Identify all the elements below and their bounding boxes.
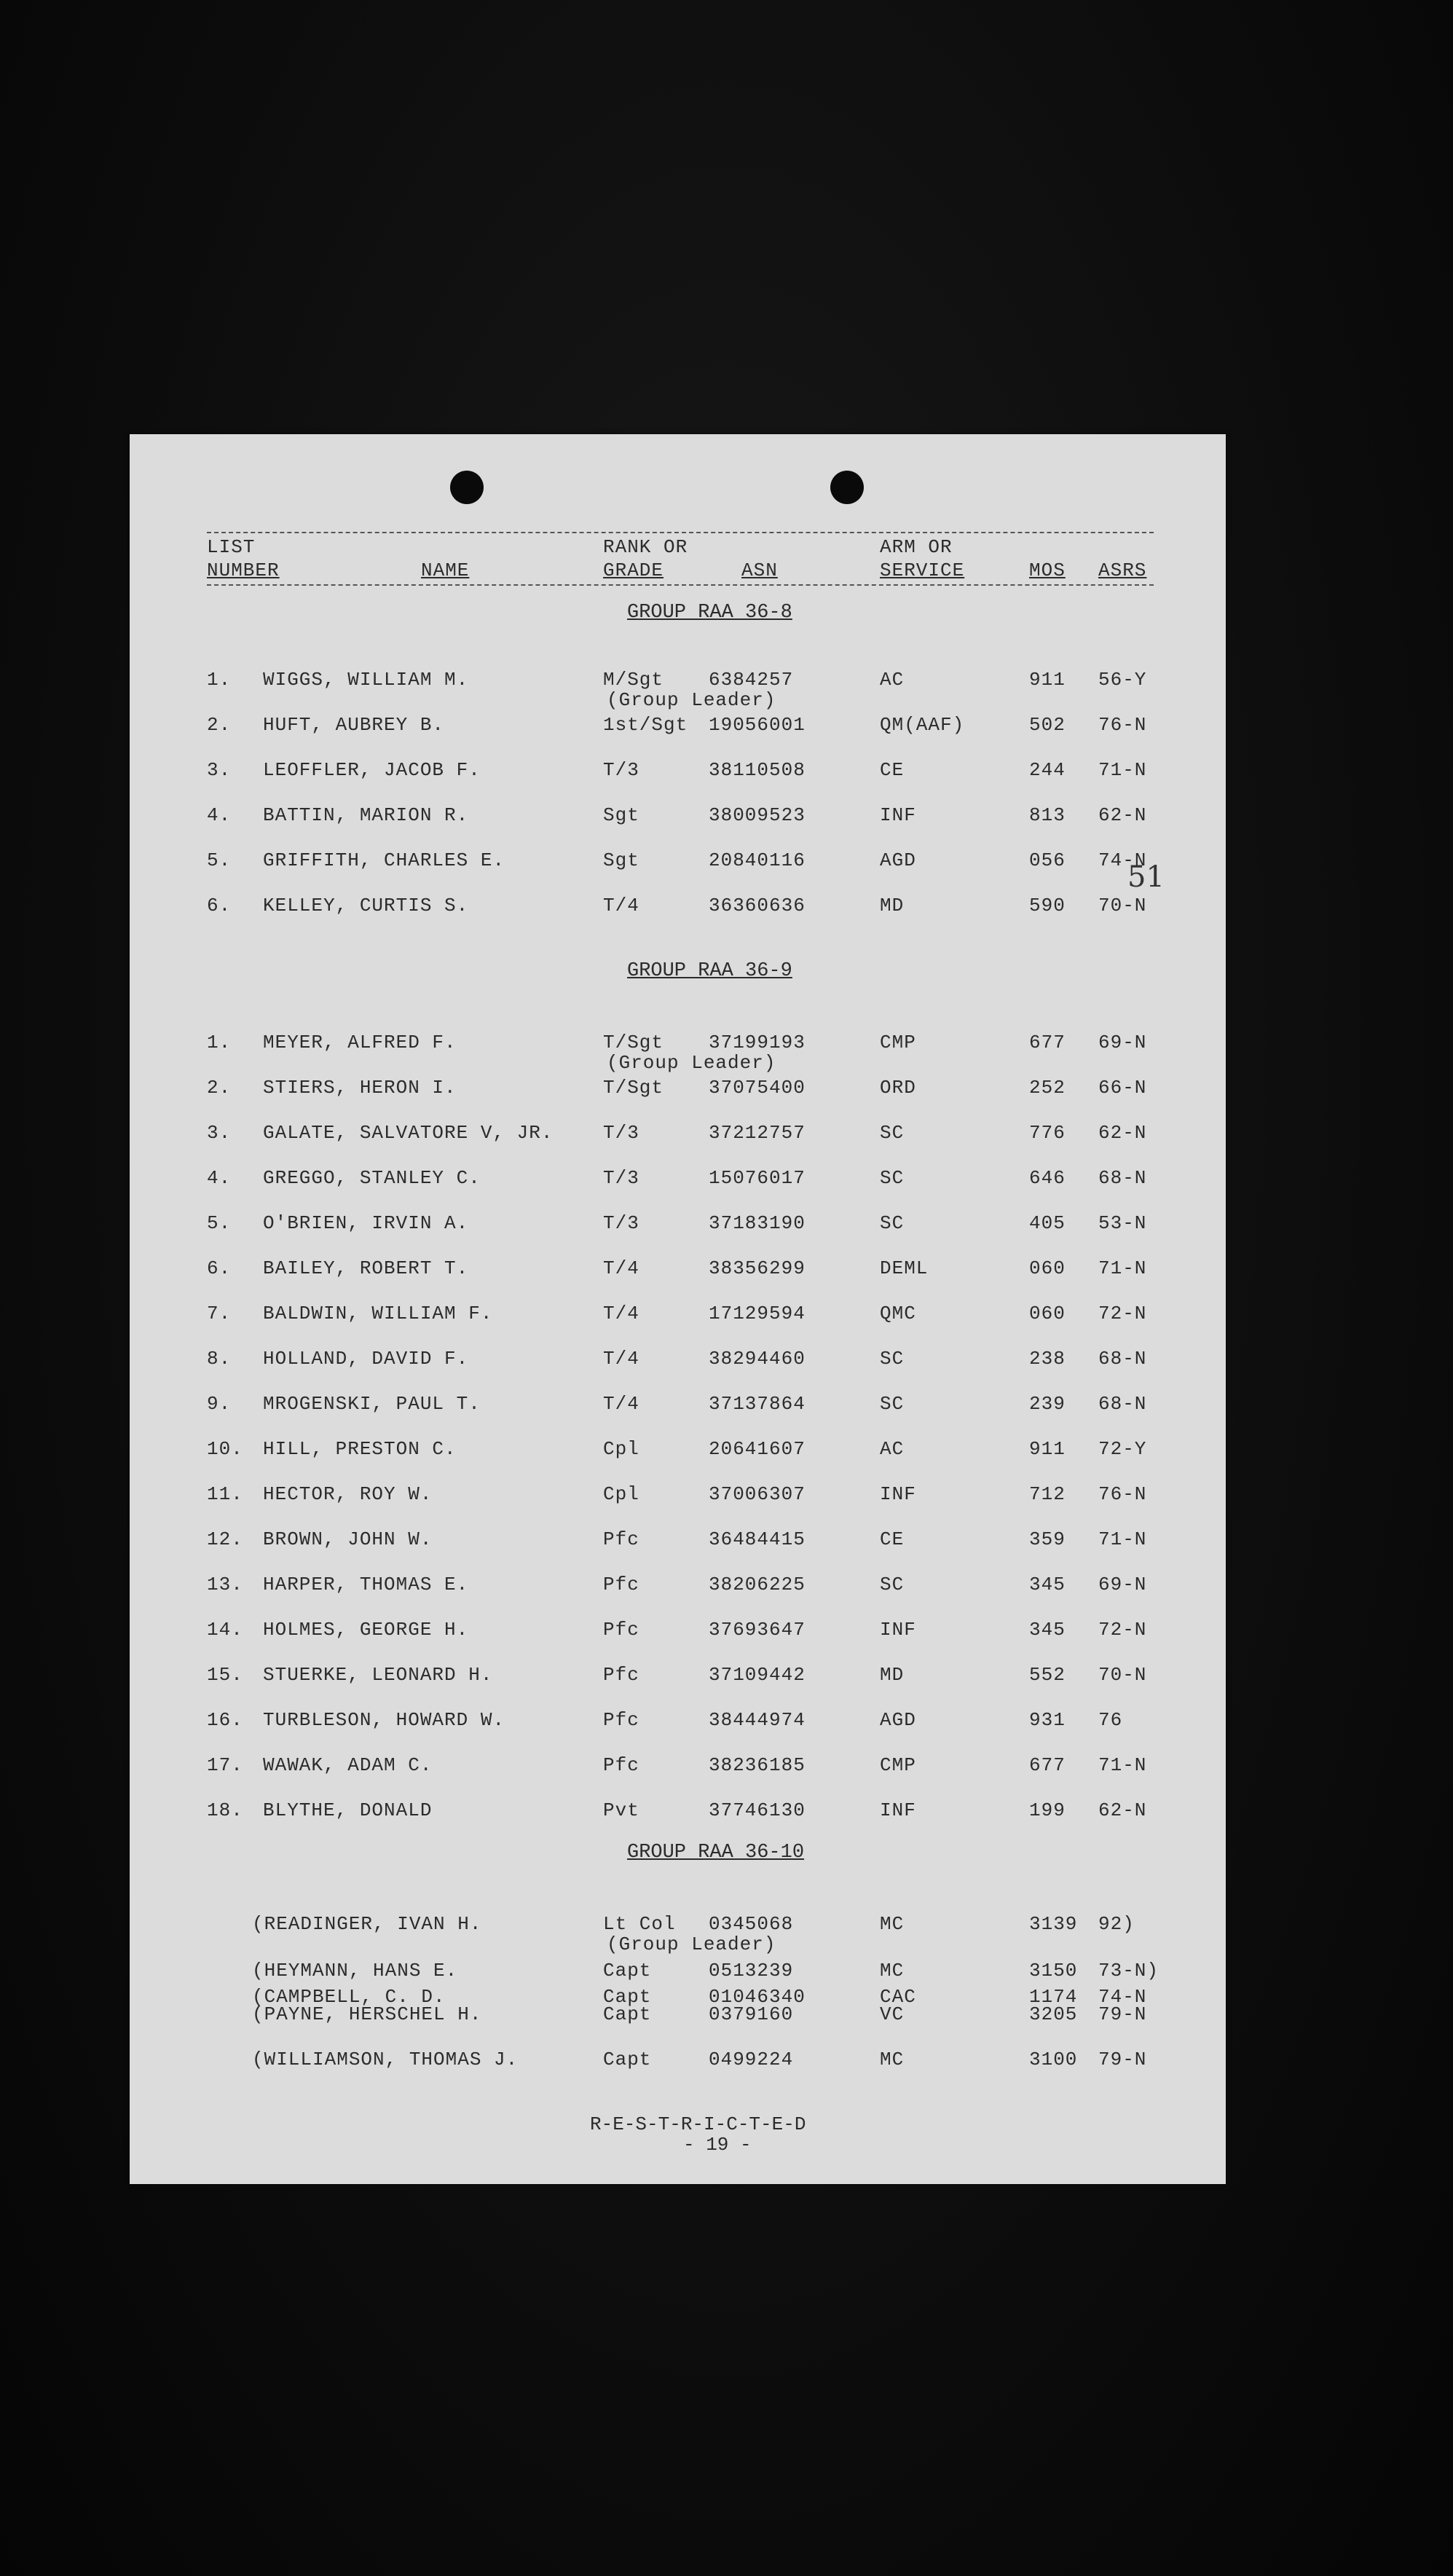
cell-asn: 37006307	[709, 1483, 806, 1505]
cell-rank: T/4	[603, 1303, 639, 1324]
cell-mos: 405	[1029, 1212, 1066, 1234]
cell-rank: Capt	[603, 2049, 652, 2070]
cell-mos: 677	[1029, 1032, 1066, 1053]
cell-num: 5.	[207, 849, 232, 871]
cell-asn: 15076017	[709, 1167, 806, 1189]
cell-asn: 38110508	[709, 759, 806, 781]
cell-num: 2.	[207, 1077, 232, 1099]
roster-row	[130, 1303, 1226, 1332]
roster-row	[130, 1799, 1226, 1829]
cell-asn: 38206225	[709, 1574, 806, 1595]
cell-arm: INF	[880, 804, 916, 826]
cell-arm: ORD	[880, 1077, 916, 1099]
cell-mos: 060	[1029, 1257, 1066, 1279]
cell-num: 4.	[207, 1167, 232, 1189]
cell-name: GREGGO, STANLEY C.	[263, 1167, 481, 1189]
cell-asn: 0513239	[709, 1960, 794, 1982]
cell-asn: 17129594	[709, 1303, 806, 1324]
cell-mos: 345	[1029, 1574, 1066, 1595]
cell-arm: AGD	[880, 1709, 916, 1731]
cell-num: 12.	[207, 1528, 243, 1550]
cell-asrs: 69-N	[1098, 1032, 1147, 1053]
roster-row	[130, 1960, 1226, 1989]
roster-row	[130, 1032, 1226, 1074]
cell-mos: 712	[1029, 1483, 1066, 1505]
roster-row	[130, 1574, 1226, 1603]
cell-asn: 37075400	[709, 1077, 806, 1099]
cell-mos: 911	[1029, 669, 1066, 691]
cell-asn: 37137864	[709, 1393, 806, 1415]
cell-name: STUERKE, LEONARD H.	[263, 1664, 493, 1686]
cell-asrs: 76	[1098, 1709, 1123, 1731]
cell-name: HECTOR, ROY W.	[263, 1483, 433, 1505]
cell-arm: DEML	[880, 1257, 929, 1279]
cell-mos: 056	[1029, 849, 1066, 871]
cell-asn: 36484415	[709, 1528, 806, 1550]
cell-name: BATTIN, MARION R.	[263, 804, 469, 826]
cell-asn: 36360636	[709, 895, 806, 916]
cell-asn: 38444974	[709, 1709, 806, 1731]
cell-name: GALATE, SALVATORE V, JR.	[263, 1122, 554, 1144]
cell-asrs: 79-N	[1098, 2003, 1147, 2025]
cell-asrs: 73-N)	[1098, 1960, 1159, 1982]
cell-mos: 931	[1029, 1709, 1066, 1731]
cell-rank: T/3	[603, 1212, 639, 1234]
cell-name: WAWAK, ADAM C.	[263, 1754, 433, 1776]
roster-row	[130, 2003, 1226, 2033]
cell-asrs: 68-N	[1098, 1167, 1147, 1189]
cell-asrs: 74-N	[1098, 849, 1147, 871]
cell-num: 7.	[207, 1303, 232, 1324]
cell-asrs: 72-N	[1098, 1303, 1147, 1324]
cell-rank: Sgt	[603, 849, 639, 871]
cell-arm: INF	[880, 1799, 916, 1821]
cell-rank: Pfc	[603, 1754, 639, 1776]
cell-name: MEYER, ALFRED F.	[263, 1032, 457, 1053]
cell-asrs: 74-N	[1098, 1986, 1147, 2008]
cell-asn: 0499224	[709, 2049, 794, 2070]
cell-mos: 199	[1029, 1799, 1066, 1821]
cell-rank: Pfc	[603, 1619, 639, 1641]
cell-rank: Capt	[603, 1986, 652, 2008]
cell-name: (READINGER, IVAN H.	[252, 1913, 482, 1935]
cell-arm: VC	[880, 2003, 905, 2025]
cell-name: (HEYMANN, HANS E.	[252, 1960, 458, 1982]
cell-name: HILL, PRESTON C.	[263, 1438, 457, 1460]
cell-arm: INF	[880, 1619, 916, 1641]
cell-mos: 3150	[1029, 1960, 1078, 1982]
roster-row	[130, 1754, 1226, 1783]
cell-mos: 345	[1029, 1619, 1066, 1641]
cell-asrs: 62-N	[1098, 1799, 1147, 1821]
cell-num: 3.	[207, 1122, 232, 1144]
cell-num: 13.	[207, 1574, 243, 1595]
cell-name: O'BRIEN, IRVIN A.	[263, 1212, 469, 1234]
cell-asrs: 79-N	[1098, 2049, 1147, 2070]
cell-asn: 19056001	[709, 714, 806, 736]
cell-asrs: 71-N	[1098, 1754, 1147, 1776]
cell-arm: CMP	[880, 1032, 916, 1053]
cell-asn: 37199193	[709, 1032, 806, 1053]
cell-mos: 244	[1029, 759, 1066, 781]
cell-rank: Cpl	[603, 1438, 639, 1460]
roster-row	[130, 1077, 1226, 1106]
cell-arm: CMP	[880, 1754, 916, 1776]
cell-rank: Pvt	[603, 1799, 639, 1821]
roster-row	[130, 849, 1226, 879]
roster-row	[130, 2049, 1226, 2078]
cell-rank: Pfc	[603, 1664, 639, 1686]
header-arm: ARM OR	[880, 536, 953, 558]
cell-rank: Pfc	[603, 1709, 639, 1731]
cell-arm: CAC	[880, 1986, 916, 2008]
cell-mos: 776	[1029, 1122, 1066, 1144]
cell-num: 4.	[207, 804, 232, 826]
cell-mos: 252	[1029, 1077, 1066, 1099]
cell-rank: T/4	[603, 1257, 639, 1279]
cell-num: 15.	[207, 1664, 243, 1686]
cell-num: 2.	[207, 714, 232, 736]
roster-row	[130, 1619, 1226, 1648]
roster-row	[130, 1709, 1226, 1738]
cell-asn: 20641607	[709, 1438, 806, 1460]
cell-num: 9.	[207, 1393, 232, 1415]
cell-asn: 38356299	[709, 1257, 806, 1279]
cell-arm: AC	[880, 669, 905, 691]
cell-asrs: 62-N	[1098, 1122, 1147, 1144]
group-title: GROUP RAA 36-10	[627, 1842, 805, 1864]
roster-row	[130, 1438, 1226, 1467]
cell-arm: MC	[880, 2049, 905, 2070]
cell-arm: INF	[880, 1483, 916, 1505]
header-number: NUMBER	[207, 559, 280, 581]
roster-row	[130, 804, 1226, 833]
cell-mos: 1174	[1029, 1986, 1078, 2008]
header-grade: GRADE	[603, 559, 664, 581]
cell-asn: 38009523	[709, 804, 806, 826]
cell-name: KELLEY, CURTIS S.	[263, 895, 469, 916]
cell-name: MROGENSKI, PAUL T.	[263, 1393, 481, 1415]
cell-mos: 3139	[1029, 1913, 1078, 1935]
group-leader-note: (Group Leader)	[607, 689, 776, 711]
header-asn: ASN	[741, 559, 778, 581]
cell-arm: QM(AAF)	[880, 714, 965, 736]
cell-asrs: 76-N	[1098, 1483, 1147, 1505]
cell-asrs: 69-N	[1098, 1574, 1147, 1595]
cell-rank: M/Sgt	[603, 669, 664, 691]
cell-asrs: 72-Y	[1098, 1438, 1147, 1460]
roster-row	[130, 1348, 1226, 1377]
cell-asn: 0379160	[709, 2003, 794, 2025]
cell-asn: 37212757	[709, 1122, 806, 1144]
cell-name: HARPER, THOMAS E.	[263, 1574, 469, 1595]
cell-asrs: 71-N	[1098, 759, 1147, 781]
cell-asrs: 72-N	[1098, 1619, 1147, 1641]
cell-mos: 502	[1029, 714, 1066, 736]
cell-rank: T/3	[603, 1167, 639, 1189]
cell-rank: T/4	[603, 895, 639, 916]
cell-name: STIERS, HERON I.	[263, 1077, 457, 1099]
cell-name: (CAMPBELL, C. D.	[252, 1986, 446, 2008]
cell-num: 6.	[207, 1257, 232, 1279]
cell-name: TURBLESON, HOWARD W.	[263, 1709, 505, 1731]
cell-arm: SC	[880, 1348, 905, 1370]
punch-hole-right	[830, 471, 864, 504]
roster-row	[130, 1528, 1226, 1558]
cell-asrs: 70-N	[1098, 895, 1147, 916]
roster-row	[130, 1483, 1226, 1512]
cell-mos: 359	[1029, 1528, 1066, 1550]
cell-name: HOLMES, GEORGE H.	[263, 1619, 469, 1641]
cell-mos: 646	[1029, 1167, 1066, 1189]
cell-name: HOLLAND, DAVID F.	[263, 1348, 469, 1370]
cell-arm: SC	[880, 1212, 905, 1234]
header-mos: MOS	[1029, 559, 1066, 581]
cell-arm: QMC	[880, 1303, 916, 1324]
cell-mos: 3205	[1029, 2003, 1078, 2025]
cell-arm: SC	[880, 1167, 905, 1189]
cell-mos: 911	[1029, 1438, 1066, 1460]
cell-rank: T/4	[603, 1348, 639, 1370]
cell-mos: 552	[1029, 1664, 1066, 1686]
cell-mos: 060	[1029, 1303, 1066, 1324]
cell-rank: Pfc	[603, 1528, 639, 1550]
page-number: - 19 -	[683, 2134, 752, 2156]
cell-mos: 239	[1029, 1393, 1066, 1415]
roster-row	[130, 1167, 1226, 1196]
cell-asrs: 71-N	[1098, 1528, 1147, 1550]
cell-name: BALDWIN, WILLIAM F.	[263, 1303, 493, 1324]
cell-num: 11.	[207, 1483, 243, 1505]
cell-asn: 6384257	[709, 669, 794, 691]
header-top-rule	[207, 532, 1154, 533]
cell-name: HUFT, AUBREY B.	[263, 714, 445, 736]
header-name: NAME	[421, 559, 470, 581]
cell-num: 1.	[207, 1032, 232, 1053]
group-title: GROUP RAA 36-9	[627, 960, 792, 982]
cell-num: 5.	[207, 1212, 232, 1234]
cell-rank: Capt	[603, 2003, 652, 2025]
cell-num: 18.	[207, 1799, 243, 1821]
header-rank: RANK OR	[603, 536, 688, 558]
cell-asrs: 56-Y	[1098, 669, 1147, 691]
header-bottom-rule	[207, 584, 1154, 586]
roster-row	[130, 1393, 1226, 1422]
cell-asrs: 62-N	[1098, 804, 1147, 826]
cell-num: 10.	[207, 1438, 243, 1460]
cell-mos: 3100	[1029, 2049, 1078, 2070]
cell-asn: 37746130	[709, 1799, 806, 1821]
group-leader-note: (Group Leader)	[607, 1052, 776, 1074]
roster-row	[130, 1212, 1226, 1241]
cell-asn: 38236185	[709, 1754, 806, 1776]
cell-mos: 590	[1029, 895, 1066, 916]
cell-rank: T/Sgt	[603, 1032, 664, 1053]
cell-rank: Pfc	[603, 1574, 639, 1595]
cell-arm: MD	[880, 895, 905, 916]
header-list: LIST	[207, 536, 256, 558]
cell-asrs: 71-N	[1098, 1257, 1147, 1279]
header-asrs: ASRS	[1098, 559, 1147, 581]
cell-asrs: 92)	[1098, 1913, 1135, 1935]
cell-arm: SC	[880, 1393, 905, 1415]
classification-footer: R-E-S-T-R-I-C-T-E-D	[590, 2113, 806, 2135]
cell-name: BLYTHE, DONALD	[263, 1799, 433, 1821]
cell-rank: T/3	[603, 759, 639, 781]
cell-num: 1.	[207, 669, 232, 691]
cell-asrs: 68-N	[1098, 1393, 1147, 1415]
cell-rank: Capt	[603, 1960, 652, 1982]
margin-note: 51	[1127, 860, 1165, 894]
cell-mos: 238	[1029, 1348, 1066, 1370]
cell-name: WIGGS, WILLIAM M.	[263, 669, 469, 691]
cell-num: 14.	[207, 1619, 243, 1641]
cell-arm: SC	[880, 1574, 905, 1595]
cell-asn: 20840116	[709, 849, 806, 871]
cell-mos: 813	[1029, 804, 1066, 826]
cell-rank: T/4	[603, 1393, 639, 1415]
cell-mos: 677	[1029, 1754, 1066, 1776]
cell-rank: Sgt	[603, 804, 639, 826]
cell-arm: CE	[880, 759, 905, 781]
cell-asn: 37693647	[709, 1619, 806, 1641]
cell-asrs: 53-N	[1098, 1212, 1147, 1234]
cell-num: 3.	[207, 759, 232, 781]
roster-row	[130, 1664, 1226, 1693]
cell-rank: T/Sgt	[603, 1077, 664, 1099]
roster-row	[130, 1122, 1226, 1151]
cell-arm: CE	[880, 1528, 905, 1550]
cell-rank: T/3	[603, 1122, 639, 1144]
cell-arm: MC	[880, 1913, 905, 1935]
cell-arm: AGD	[880, 849, 916, 871]
cell-asn: 0345068	[709, 1913, 794, 1935]
cell-name: BAILEY, ROBERT T.	[263, 1257, 469, 1279]
cell-num: 6.	[207, 895, 232, 916]
cell-num: 16.	[207, 1709, 243, 1731]
roster-row	[130, 714, 1226, 743]
roster-row	[130, 1913, 1226, 1955]
cell-num: 17.	[207, 1754, 243, 1776]
cell-name: (WILLIAMSON, THOMAS J.	[252, 2049, 519, 2070]
cell-name: LEOFFLER, JACOB F.	[263, 759, 481, 781]
cell-name: BROWN, JOHN W.	[263, 1528, 433, 1550]
cell-name: GRIFFITH, CHARLES E.	[263, 849, 505, 871]
roster-row	[130, 1257, 1226, 1287]
cell-arm: MD	[880, 1664, 905, 1686]
cell-asn: 37183190	[709, 1212, 806, 1234]
cell-asn: 37109442	[709, 1664, 806, 1686]
cell-rank: 1st/Sgt	[603, 714, 688, 736]
cell-rank: Lt Col	[603, 1913, 676, 1935]
roster-row	[130, 759, 1226, 788]
group-leader-note: (Group Leader)	[607, 1933, 776, 1955]
cell-asrs: 66-N	[1098, 1077, 1147, 1099]
cell-asrs: 76-N	[1098, 714, 1147, 736]
cell-asrs: 70-N	[1098, 1664, 1147, 1686]
group-title: GROUP RAA 36-8	[627, 602, 792, 624]
roster-row	[130, 895, 1226, 924]
cell-num: 8.	[207, 1348, 232, 1370]
cell-asn: 38294460	[709, 1348, 806, 1370]
document-page	[130, 434, 1226, 2184]
punch-hole-left	[450, 471, 484, 504]
header-service: SERVICE	[880, 559, 965, 581]
cell-arm: AC	[880, 1438, 905, 1460]
cell-rank: Cpl	[603, 1483, 639, 1505]
cell-arm: MC	[880, 1960, 905, 1982]
cell-name: (PAYNE, HERSCHEL H.	[252, 2003, 482, 2025]
cell-asn: 01046340	[709, 1986, 806, 2008]
cell-arm: SC	[880, 1122, 905, 1144]
cell-asrs: 68-N	[1098, 1348, 1147, 1370]
roster-row	[130, 669, 1226, 711]
